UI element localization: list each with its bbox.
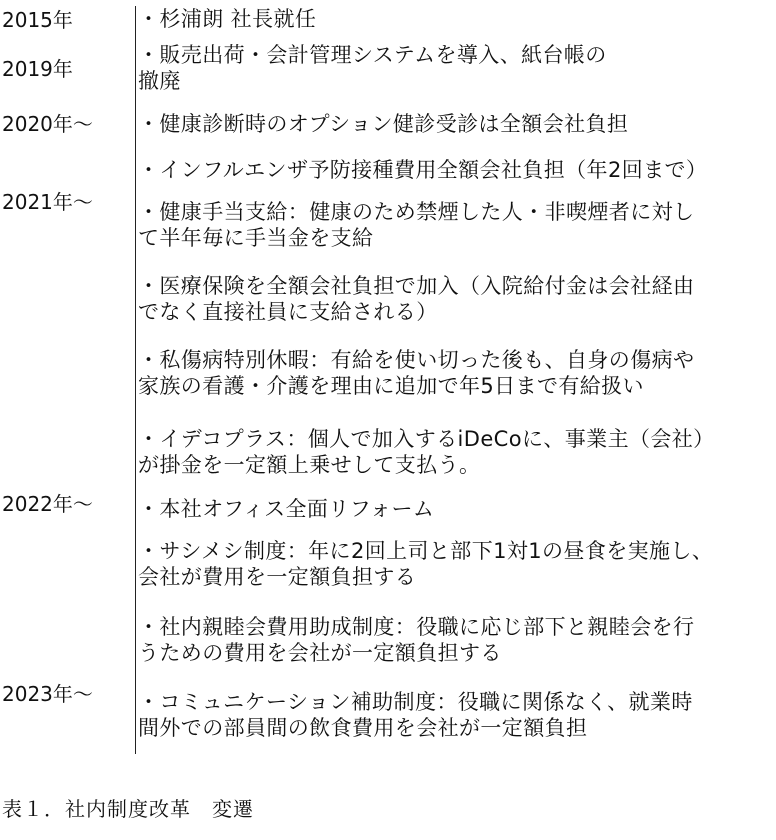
timeline-entry xyxy=(138,689,768,741)
timeline-entry xyxy=(138,157,768,183)
timeline-entry xyxy=(138,111,768,137)
entry-text: ・本社オフィス全面リフォーム xyxy=(138,497,435,521)
year-label-2021: 2021年〜 xyxy=(2,190,93,214)
year-label-2019: 2019年 xyxy=(2,57,73,81)
entry-text: ・コミュニケーション補助制度：役職に関係なく、就業時 xyxy=(138,690,693,714)
timeline-divider-line xyxy=(135,6,136,754)
entry-text: ・イデコプラス：個人で加入するiDeCoに、事業主（会社） xyxy=(138,427,715,451)
timeline-entry xyxy=(138,347,768,399)
entry-text: ・社内親睦会費用助成制度：役職に応じ部下と親睦会を行 xyxy=(138,615,695,639)
entry-text: 家族の看護・介護を理由に追加で年5日まで有給扱い xyxy=(138,374,644,398)
year-label-2020: 2020年〜 xyxy=(2,112,93,136)
entry-text: ・医療保険を全額会社負担で加入（入院給付金は会社経由 xyxy=(138,274,695,298)
timeline-entry xyxy=(138,42,768,94)
timeline-entry xyxy=(138,426,768,478)
entry-text: ・私傷病特別休暇：有給を使い切った後も、自身の傷病や xyxy=(138,348,695,372)
timeline-entry xyxy=(138,538,768,590)
entry-text: て半年毎に手当金を支給 xyxy=(138,226,374,250)
entry-text: 間外での部員間の飲食費用を会社が一定額負担 xyxy=(138,716,588,740)
entry-text: 会社が費用を一定額負担する xyxy=(138,565,417,589)
table-caption: 表１．社内制度改革 変遷 xyxy=(2,797,254,821)
entry-text: ・健康診断時のオプション健診受診は全額会社負担 xyxy=(138,112,629,136)
entry-text: でなく直接社員に支給される） xyxy=(138,300,438,324)
entry-text: ・販売出荷・会計管理システムを導入、紙台帳の xyxy=(138,43,607,67)
timeline-entry xyxy=(138,199,768,251)
timeline-entry xyxy=(138,273,768,325)
timeline-entry xyxy=(138,6,768,32)
entry-text: ・杉浦朗 社長就任 xyxy=(138,7,317,31)
entry-text: 撤廃 xyxy=(138,69,181,93)
entry-text: が掛金を一定額上乗せして支払う。 xyxy=(138,453,481,477)
year-label-2022: 2022年〜 xyxy=(2,492,93,516)
year-label-2015: 2015年 xyxy=(2,8,73,32)
year-label-2023: 2023年〜 xyxy=(2,682,93,706)
entry-text: ・健康手当支給：健康のため禁煙した人・非喫煙者に対し xyxy=(138,200,695,224)
entry-text: ・インフルエンザ予防接種費用全額会社負担（年2回まで） xyxy=(138,158,708,182)
entry-text: ・サシメシ制度：年に2回上司と部下1対1の昼食を実施し、 xyxy=(138,539,714,563)
entry-text: うための費用を会社が一定額負担する xyxy=(138,641,502,665)
timeline-entry xyxy=(138,496,768,522)
timeline-entry xyxy=(138,614,768,666)
